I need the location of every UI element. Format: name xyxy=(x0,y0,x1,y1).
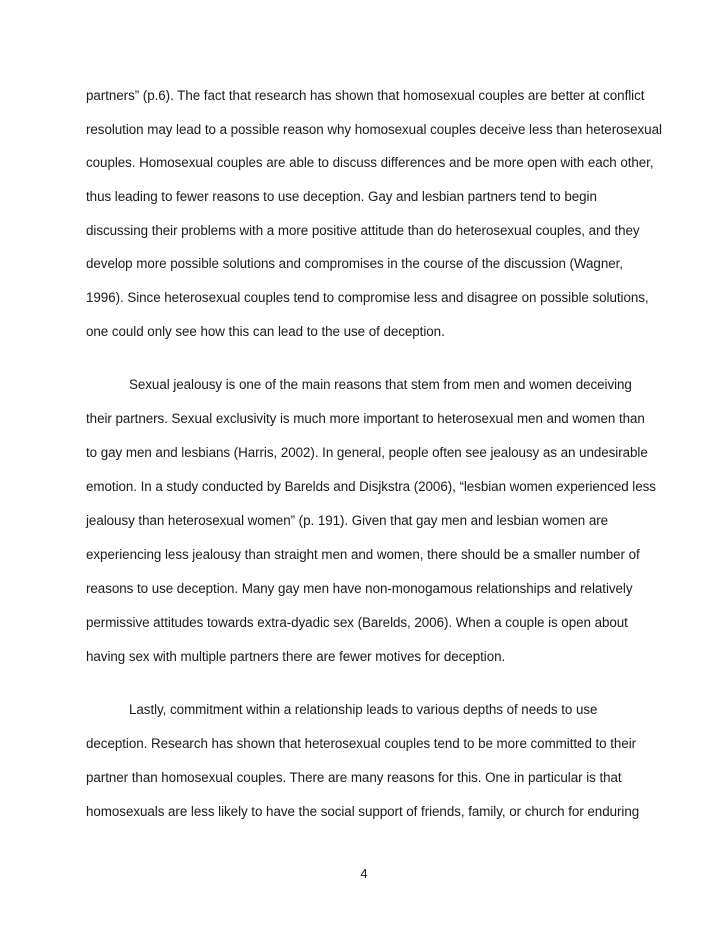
text-line: to gay men and lesbians (Harris, 2002). In general, people often see jealousy as an undesirable xyxy=(86,445,648,460)
text-line: deception. Research has shown that heterosexual couples tend to be more committed to their xyxy=(86,736,637,751)
text-line: homosexuals are less likely to have the social support of friends, family, or church for enduring xyxy=(86,804,640,819)
text-line: one could only see how this can lead to the use of deception. xyxy=(86,324,445,339)
text-line: develop more possible solutions and compromises in the course of the discussion (Wagner, xyxy=(86,256,623,271)
paragraph-first-line: Sexual jealousy is one of the main reasons that stem from men and women deceiving xyxy=(129,377,632,392)
text-line: thus leading to fewer reasons to use deception. Gay and lesbian partners tend to begin xyxy=(86,189,597,204)
text-line: experiencing less jealousy than straight men and women, there should be a smaller number of xyxy=(86,547,640,562)
text-line: emotion. In a study conducted by Barelds and Disjkstra (2006), “lesbian women experienced less xyxy=(86,479,656,494)
text-line: reasons to use deception. Many gay men have non-monogamous relationships and relatively xyxy=(86,581,633,596)
text-line: resolution may lead to a possible reason why homosexual couples deceive less than heterosexual xyxy=(86,122,662,137)
text-line: permissive attitudes towards extra-dyadic sex (Barelds, 2006). When a couple is open about xyxy=(86,615,628,630)
text-line: jealousy than heterosexual women” (p. 191). Given that gay men and lesbian women are xyxy=(86,513,609,528)
text-line: couples. Homosexual couples are able to discuss differences and be more open with each other, xyxy=(86,155,654,170)
paragraph-first-line: Lastly, commitment within a relationship leads to various depths of needs to use xyxy=(129,702,598,717)
text-line: 1996). Since heterosexual couples tend to compromise less and disagree on possible solutions, xyxy=(86,290,649,305)
text-line: discussing their problems with a more positive attitude than do heterosexual couples, and they xyxy=(86,223,640,238)
text-line: having sex with multiple partners there are fewer motives for deception. xyxy=(86,649,506,664)
text-line: their partners. Sexual exclusivity is much more important to heterosexual men and women than xyxy=(86,411,645,426)
page-number: 4 xyxy=(360,866,368,881)
text-line: partner than homosexual couples. There are many reasons for this. One in particular is that xyxy=(86,770,622,785)
text-line: partners” (p.6). The fact that research has shown that homosexual couples are better at conflict xyxy=(86,88,645,103)
